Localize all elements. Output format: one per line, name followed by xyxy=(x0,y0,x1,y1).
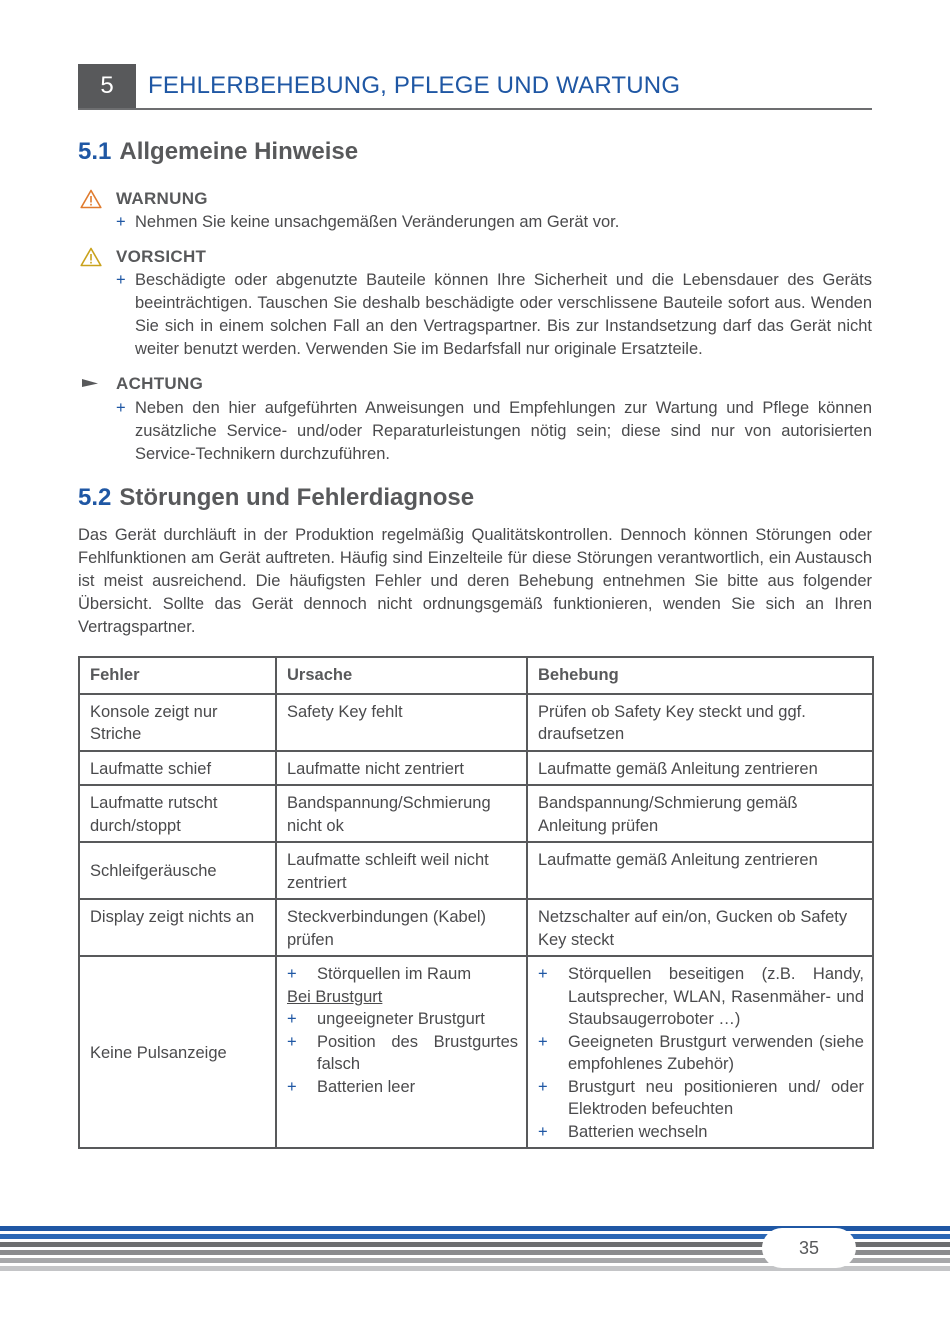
section-title: Störungen und Fehlerdiagnose xyxy=(119,484,475,511)
fault-cell: Keine Pulsanzeige xyxy=(79,956,276,1148)
section-number: 5.2 xyxy=(78,484,112,511)
table-row xyxy=(79,899,873,956)
warning-triangle-icon xyxy=(80,189,102,209)
list-item: + Batterien wechseln xyxy=(538,1121,864,1144)
attention-flag-icon xyxy=(80,376,102,396)
cause-list xyxy=(287,1008,518,1098)
attention-title: ACHTUNG xyxy=(116,374,204,393)
plus-bullet-icon: + xyxy=(116,271,126,289)
troubleshooting-table xyxy=(78,656,874,1149)
attention-text: Neben den hier aufgeführten Anweisungen und Empfehlungen zur Wartung und Pflege können zusätzliche Service- und/oder Reparaturleistungen nötig sein; diese sind nur von autorisierten Service-Technikern durchzuführen. xyxy=(135,399,872,463)
fix-cell: Prüfen ob Safety Key steckt und ggf. draufsetzen xyxy=(527,694,873,751)
cause-cell xyxy=(276,956,527,1148)
section-heading-5-1 xyxy=(78,138,358,166)
warning-title: WARNUNG xyxy=(116,189,208,208)
fix-cell xyxy=(527,956,873,1148)
plus-bullet-icon: + xyxy=(538,1122,548,1141)
chapter-title: FEHLERBEHEBUNG, PFLEGE UND WARTUNG xyxy=(148,72,681,99)
table-row xyxy=(79,694,873,751)
header-ursache: Ursache xyxy=(276,657,527,694)
fix-cell: Laufmatte gemäß Anleitung zentrieren xyxy=(527,751,873,786)
fault-cell: Laufmatte schief xyxy=(79,751,276,786)
list-item: + Brustgurt neu positionieren und/ oder Elektroden befeuchten xyxy=(538,1077,864,1118)
list-item: + Batterien leer xyxy=(287,1076,518,1099)
chapter-header xyxy=(78,64,872,110)
cause-subheading: Bei Brustgurt xyxy=(287,987,383,1006)
fix-cell: Netzschalter auf ein/on, Gucken ob Safety Key steckt xyxy=(527,899,873,956)
fault-cell: Konsole zeigt nur Striche xyxy=(79,694,276,751)
fix-cell: Laufmatte gemäß Anleitung zentrieren xyxy=(527,842,873,899)
plus-bullet-icon: + xyxy=(287,965,297,983)
header-behebung: Behebung xyxy=(527,657,873,694)
plus-bullet-icon: + xyxy=(287,1032,297,1051)
list-item: + Störquellen beseitigen (z.B. Handy, Lautsprecher, WLAN, Rasenmäher- und Staubsaugerroboter …) xyxy=(538,965,864,1028)
caution-text: Beschädigte oder abgenutzte Bauteile können Ihre Sicherheit und die Lebensdauer des Geräts beeinträchtigen. Tauschen Sie deshalb beschädigte oder verschlissene Bauteile sofort aus. Wenden Sie sich in einem solchen Fall an den Vertragspartner. Bis zur Instandsetzung darf das Gerät nicht weiter benutzt werden. Verwenden Sie im Bedarfsfall nur originale Ersatzteile. xyxy=(135,271,872,358)
cause-list xyxy=(287,963,518,986)
caution-triangle-icon xyxy=(80,247,102,267)
table-row xyxy=(79,751,873,786)
fault-cell: Schleifgeräusche xyxy=(79,842,276,899)
warning-text: Nehmen Sie keine unsachgemäßen Veränderungen am Gerät vor. xyxy=(135,213,620,231)
caution-title: VORSICHT xyxy=(116,247,207,266)
table-row xyxy=(79,785,873,842)
cause-cell: Bandspannung/Schmierung nicht ok xyxy=(276,785,527,842)
section-heading-5-2 xyxy=(78,484,474,512)
table-header-row xyxy=(79,657,873,694)
warning-bullet xyxy=(116,211,872,234)
list-item: + Störquellen im Raum xyxy=(287,963,518,986)
plus-bullet-icon: + xyxy=(287,1010,297,1028)
section-number: 5.1 xyxy=(78,138,112,165)
plus-bullet-icon: + xyxy=(287,1077,297,1096)
list-item: + Geeigneten Brustgurt verwenden (siehe empfohlenes Zubehör) xyxy=(538,1032,864,1073)
plus-bullet-icon: + xyxy=(116,213,126,231)
plus-bullet-icon: + xyxy=(538,1032,548,1051)
cause-cell: Safety Key fehlt xyxy=(276,694,527,751)
table-row xyxy=(79,842,873,899)
table-row xyxy=(79,956,873,1148)
cause-cell: Steckverbindungen (Kabel) prüfen xyxy=(276,899,527,956)
fix-cell: Bandspannung/Schmierung gemäß Anleitung prüfen xyxy=(527,785,873,842)
header-fehler: Fehler xyxy=(79,657,276,694)
caution-bullet xyxy=(116,269,872,361)
attention-bullet xyxy=(116,397,872,466)
plus-bullet-icon: + xyxy=(538,965,548,983)
intro-paragraph: Das Gerät durchläuft in der Produktion regelmäßig Qualitätskontrollen. Dennoch können Störungen oder Fehlfunktionen am Gerät auftreten. Häufig sind Einzelteile für diese Störungen verantwortlich, ein Austausch ist meist ausreichend. Die häufigsten Fehler und deren Behebung entnehmen Sie bitte aus folgender Übersicht. Sollte das Gerät dennoch nicht ordnungsgemäß funktionieren, wenden Sie sich an Ihren Vertragspartner. xyxy=(78,526,872,636)
chapter-number: 5 xyxy=(78,64,136,108)
fix-list xyxy=(538,963,864,1143)
list-item: + Position des Brustgurtes falsch xyxy=(287,1032,518,1073)
cause-cell: Laufmatte nicht zentriert xyxy=(276,751,527,786)
plus-bullet-icon: + xyxy=(538,1077,548,1096)
page-number: 35 xyxy=(762,1228,856,1268)
plus-bullet-icon: + xyxy=(116,399,126,417)
fault-cell: Display zeigt nichts an xyxy=(79,899,276,956)
cause-cell: Laufmatte schleift weil nicht zentriert xyxy=(276,842,527,899)
section-title: Allgemeine Hinweise xyxy=(119,138,359,165)
fault-cell: Laufmatte rutscht durch/stoppt xyxy=(79,785,276,842)
list-item: + ungeeigneter Brustgurt xyxy=(287,1008,518,1031)
